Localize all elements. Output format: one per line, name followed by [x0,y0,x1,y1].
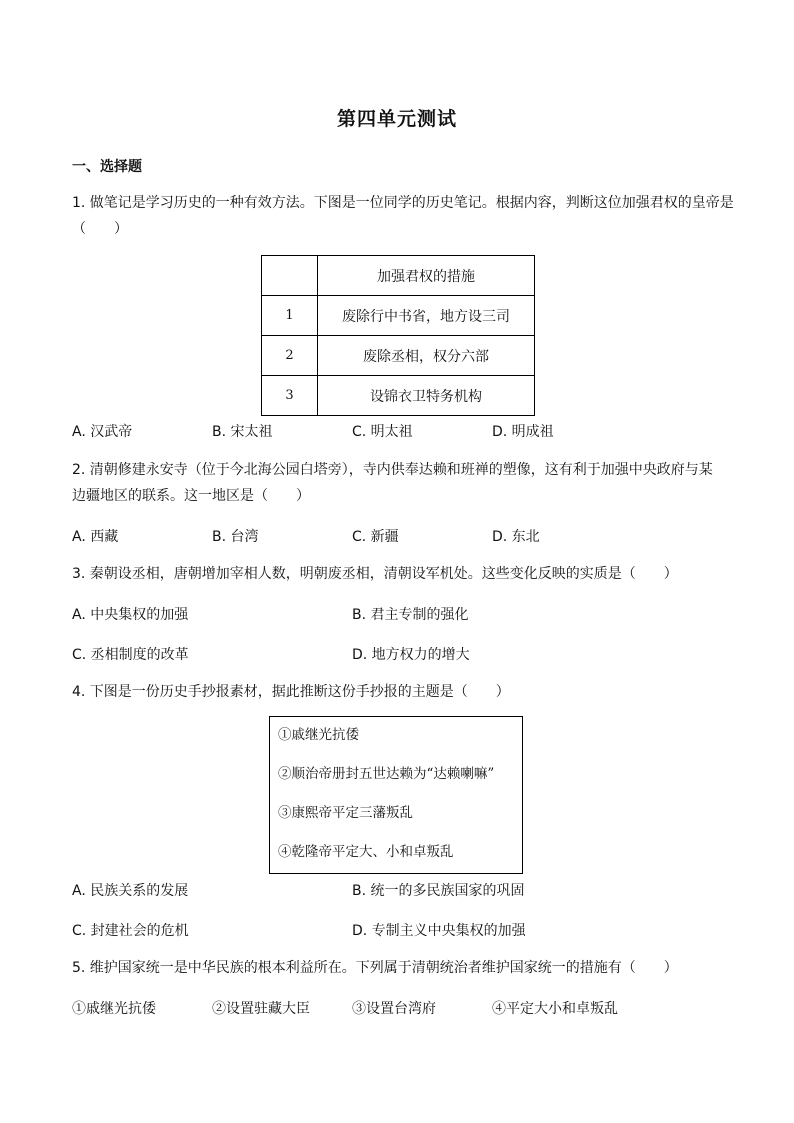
section-heading: 一、选择题 [72,159,142,175]
question-5-text: 5. 维护国家统一是中华民族的根本利益所在。下列属于清朝统治者维护国家统一的措施有（ ） [72,960,678,976]
option-d[interactable]: D. 东北 [492,529,540,545]
question-1-bracket: （ ） [72,221,128,237]
option-c[interactable]: C. 丞相制度的改革 [72,647,189,663]
table-row [262,376,535,416]
option-b[interactable]: B. 统一的多民族国家的巩固 [352,883,525,899]
material-item: ②顺治帝册封五世达赖为“达赖喇嘛” [278,766,495,782]
option-d[interactable]: D. 专制主义中央集权的加强 [352,923,526,939]
statement-item: ④平定大小和卓叛乱 [492,1001,618,1017]
option-a[interactable]: A. 中央集权的加强 [72,607,189,623]
option-c[interactable]: C. 新疆 [352,529,399,545]
statement-item: ③设置台湾府 [352,1001,436,1017]
newspaper-material-box [269,716,523,874]
option-d[interactable]: D. 明成祖 [492,424,554,440]
table-header: 加强君权的措施 [318,256,535,296]
option-c[interactable]: C. 封建社会的危机 [72,923,189,939]
table-cell-text: 设锦衣卫特务机构 [318,376,535,416]
table-cell-num: 1 [262,296,318,336]
question-2-text: 2. 清朝修建永安寺（位于今北海公园白塔旁），寺内供奉达赖和班禅的塑像，这有利于加强中央政府与某 [72,462,713,478]
option-b[interactable]: B. 君主专制的强化 [352,607,469,623]
table-cell-num: 3 [262,376,318,416]
material-item: ④乾隆帝平定大、小和卓叛乱 [278,844,454,860]
table-cell [262,256,318,296]
notes-table [261,255,535,416]
table-row [262,336,535,376]
option-a[interactable]: A. 西藏 [72,529,119,545]
option-b[interactable]: B. 台湾 [212,529,259,545]
table-cell-text: 废除丞相，权分六部 [318,336,535,376]
question-2-text-cont: 边疆地区的联系。这一地区是（ ） [72,488,310,504]
question-4-text: 4. 下图是一份历史手抄报素材，据此推断这份手抄报的主题是（ ） [72,684,510,700]
option-d[interactable]: D. 地方权力的增大 [352,647,470,663]
question-3-text: 3. 秦朝设丞相，唐朝增加宰相人数，明朝废丞相，清朝设军机处。这些变化反映的实质是（ ） [72,566,678,582]
statement-item: ①戚继光抗倭 [72,1001,156,1017]
option-a[interactable]: A. 汉武帝 [72,424,133,440]
statement-item: ②设置驻藏大臣 [212,1001,310,1017]
material-item: ③康熙帝平定三藩叛乱 [278,805,413,821]
page-title: 第四单元测试 [336,108,457,130]
option-b[interactable]: B. 宋太祖 [212,424,273,440]
table-row [262,296,535,336]
material-item: ①戚继光抗倭 [278,727,359,743]
table-cell-text: 废除行中书省，地方设三司 [318,296,535,336]
table-row [262,256,535,296]
question-1-text: 1. 做笔记是学习历史的一种有效方法。下图是一位同学的历史笔记。根据内容，判断这位加强君权的皇帝是 [72,195,734,211]
option-c[interactable]: C. 明太祖 [352,424,413,440]
table-cell-num: 2 [262,336,318,376]
option-a[interactable]: A. 民族关系的发展 [72,883,189,899]
